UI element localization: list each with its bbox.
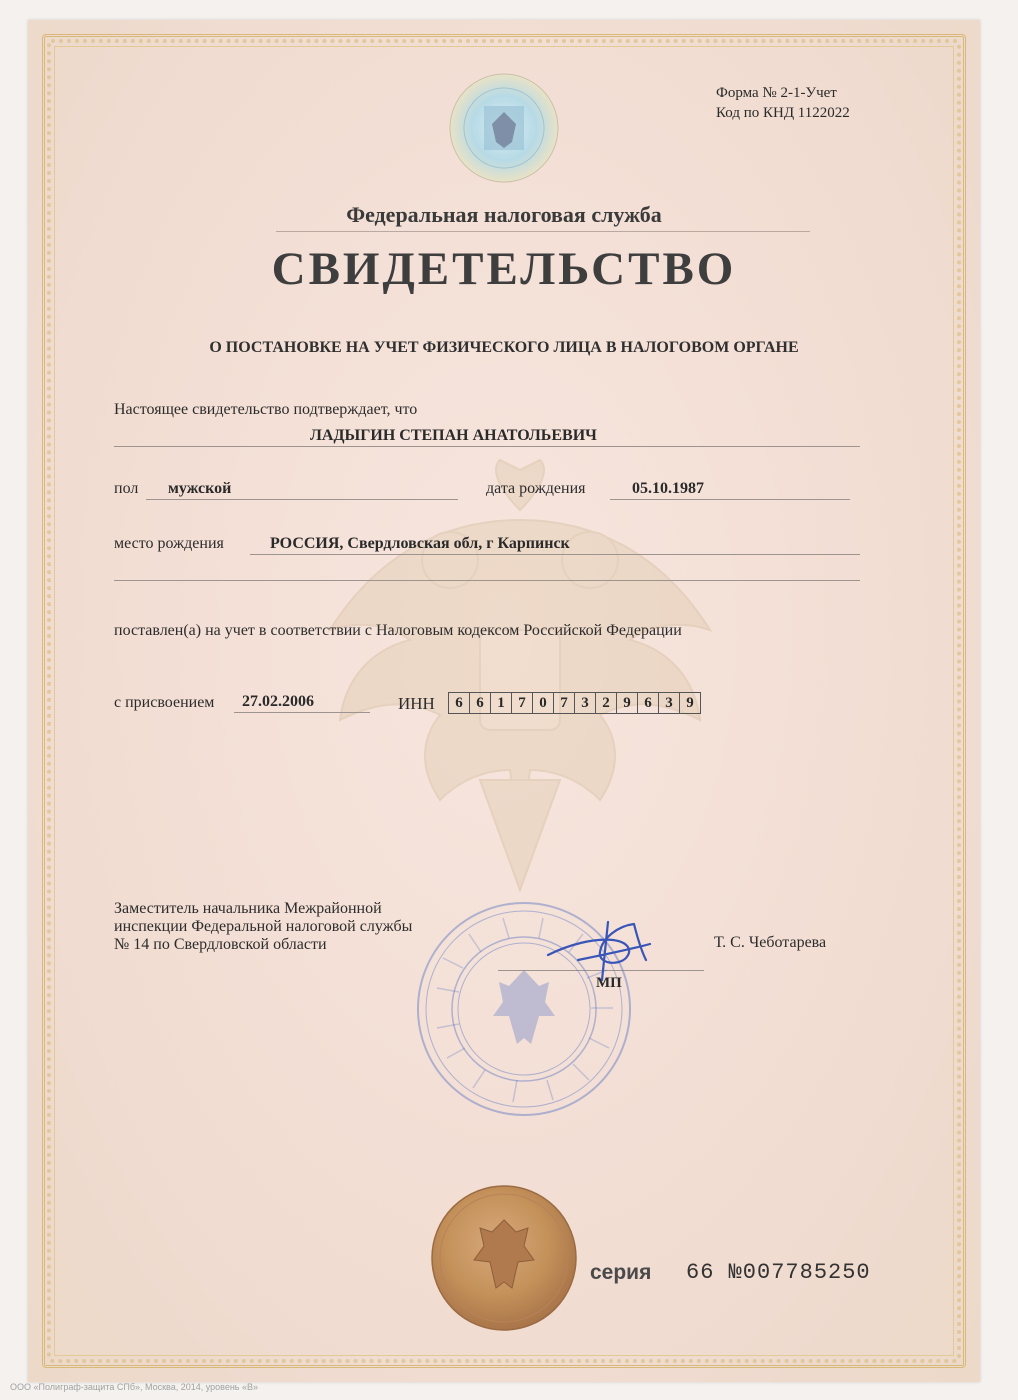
knd-code: Код по КНД 1122022 — [716, 105, 850, 121]
printer-note: ООО «Полиграф-защита СПб», Москва, 2014, уровень «В» — [10, 1382, 258, 1392]
inn-digit: 3 — [659, 692, 680, 714]
stamp-place-marker: МП — [596, 975, 622, 991]
birth-date-underline — [610, 499, 850, 500]
birth-place-continuation-line — [114, 580, 860, 581]
registered-text: поставлен(а) на учет в соответствии с Налоговым кодексом Российской Федерации — [114, 622, 682, 639]
form-number: Форма № 2-1-Учет — [716, 85, 837, 101]
inn-digit: 6 — [638, 692, 659, 714]
series-number: 66 №007785250 — [686, 1260, 871, 1285]
inn-digit: 7 — [554, 692, 575, 714]
inn-digit: 9 — [617, 692, 638, 714]
birth-place-label: место рождения — [114, 535, 224, 552]
series-label: серия — [590, 1261, 652, 1284]
inn-label: ИНН — [398, 694, 435, 713]
signatory-title — [114, 900, 412, 954]
document-subtitle: О ПОСТАНОВКЕ НА УЧЕТ ФИЗИЧЕСКОГО ЛИЦА В НАЛОГОВОМ ОРГАНЕ — [209, 339, 799, 356]
assigned-date: 27.02.2006 — [242, 693, 314, 710]
signatory-name: Т. С. Чеботарева — [714, 934, 827, 951]
certificate-sheet — [28, 20, 980, 1382]
inn-digit: 1 — [491, 692, 512, 714]
form-identifier — [716, 83, 850, 123]
sex-underline — [146, 499, 458, 500]
birth-date-value: 05.10.1987 — [632, 480, 704, 497]
inn-digit: 3 — [575, 692, 596, 714]
inn-digit: 9 — [680, 692, 701, 714]
assigned-date-underline — [234, 712, 370, 713]
signatory-line-1: Заместитель начальника Межрайонной — [114, 900, 382, 917]
sex-label: пол — [114, 480, 139, 497]
hologram-emblem-icon — [448, 72, 560, 184]
inn-digit: 7 — [512, 692, 533, 714]
agency-name: Федеральная налоговая служба — [346, 202, 662, 227]
birth-place-underline — [250, 554, 860, 555]
agency-underline — [276, 231, 810, 232]
inn-digit: 6 — [470, 692, 491, 714]
birth-place-value: РОССИЯ, Свердловская обл, г Карпинск — [270, 535, 570, 552]
confirms-text: Настоящее свидетельство подтверждает, что — [114, 401, 418, 418]
inn-digit: 0 — [533, 692, 554, 714]
birth-date-label: дата рождения — [486, 480, 586, 497]
gold-seal-icon — [430, 1184, 578, 1332]
double-headed-eagle-watermark — [300, 450, 740, 910]
full-name: ЛАДЫГИН СТЕПАН АНАТОЛЬЕВИЧ — [310, 427, 597, 444]
name-underline — [114, 446, 860, 447]
inn-number — [448, 692, 701, 714]
inn-digit: 2 — [596, 692, 617, 714]
sex-value: мужской — [168, 480, 232, 497]
signatory-line-3: № 14 по Свердловской области — [114, 936, 327, 953]
document-title: СВИДЕТЕЛЬСТВО — [271, 243, 737, 295]
inn-digit: 6 — [448, 692, 470, 714]
assigned-label: с присвоением — [114, 694, 215, 711]
signatory-line-2: инспекции Федеральной налоговой службы — [114, 918, 413, 935]
